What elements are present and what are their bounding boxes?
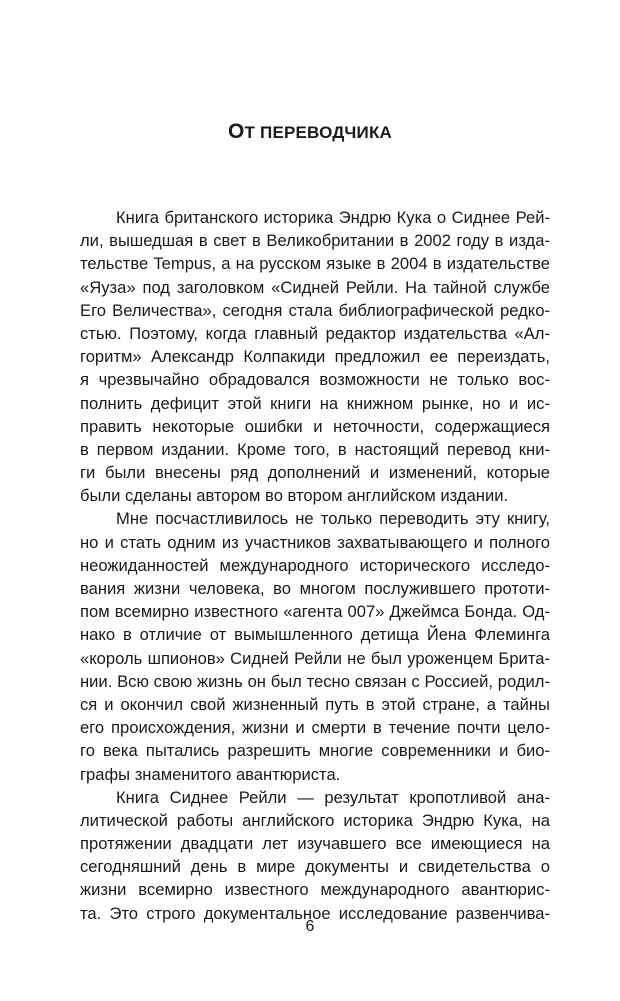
text-line: Книга Сиднее Рейли — результат кропотливой ана- [116,787,550,807]
text-line: неожиданностей международного исторического исследо- [80,555,550,575]
text-line: ги были внесены ряд дополнений и изменений, которые [80,463,550,483]
text-line: править некоторые ошибки и неточности, содержащиеся [80,416,550,436]
text-line: нако в отличие от вымышленного детища Йена Флеминга [80,625,550,645]
text-line: я чрезвычайно обрадовался возможности не только вос- [80,370,550,390]
text-line: «король шпионов» Сидней Рейли не был уроженцем Брита- [80,648,550,668]
text-line: графы знаменитого авантюриста. [80,764,341,784]
text-line: литической работы английского историка Эндрю Кука, на [80,810,550,830]
chapter-heading-first-letter: О [227,120,245,143]
body-text [80,206,550,925]
text-line: ли, вышедшая в свет в Великобритании в 2002 году в изда- [80,231,550,251]
text-line: были сделаны автором во втором английском издании. [80,486,509,506]
text-line: жизни всемирно известного международного авантюрис- [80,880,550,900]
chapter-heading-rest: Т ПЕРЕВОДЧИКА [244,123,393,142]
text-line: ся и окончил свой жизненный путь в этой стране, а тайны [80,694,550,714]
text-line: «Яуза» под заголовком «Сидней Рейли. На тайной службе [80,277,550,297]
chapter-heading [0,120,620,144]
text-line: протяжении двадцати лет изучавшего все имеющиеся на [80,834,550,854]
text-line: Книга британского историка Эндрю Кука о Сиднее Рей- [116,208,550,227]
text-line: стью. Поэтому, когда главный редактор издательства «Ал- [80,323,550,343]
page-number: 6 [305,918,315,935]
text-line: Его Величества», сегодня стала библиографической редко- [80,300,550,320]
text-line: вания жизни человека, во многом послужившего прототи- [80,579,550,598]
text-line: пом всемирно известного «агента 007» Джеймса Бонда. Од- [80,602,550,622]
text-line: горитм» Александр Колпакиди предложил ее переиздать, [80,347,550,367]
text-line: тельстве Tempus, а на русском языке в 2004 в издательстве [80,254,550,274]
text-line: но и стать одним из участников захватывающего и полного [80,532,550,552]
text-line: нии. Всю свою жизнь он был тесно связан с Россией, родил- [80,671,550,691]
text-line: в первом издании. Кроме того, в настоящий перевод кни- [80,439,550,459]
text-line: полнить дефицит этой книги на книжном рынке, но и ис- [80,393,550,413]
text-line: го века пытались разрешить многие современники и био- [80,741,550,761]
text-line: его происхождения, жизни и смерти в течение почти цело- [80,718,550,738]
text-line: сегодняшний день в мире документы и свидетельства о [80,857,550,877]
text-line: та. Это строго документальное исследование развенчива- [80,903,550,923]
text-line: Мне посчастливилось не только переводить эту книгу, [116,509,550,529]
